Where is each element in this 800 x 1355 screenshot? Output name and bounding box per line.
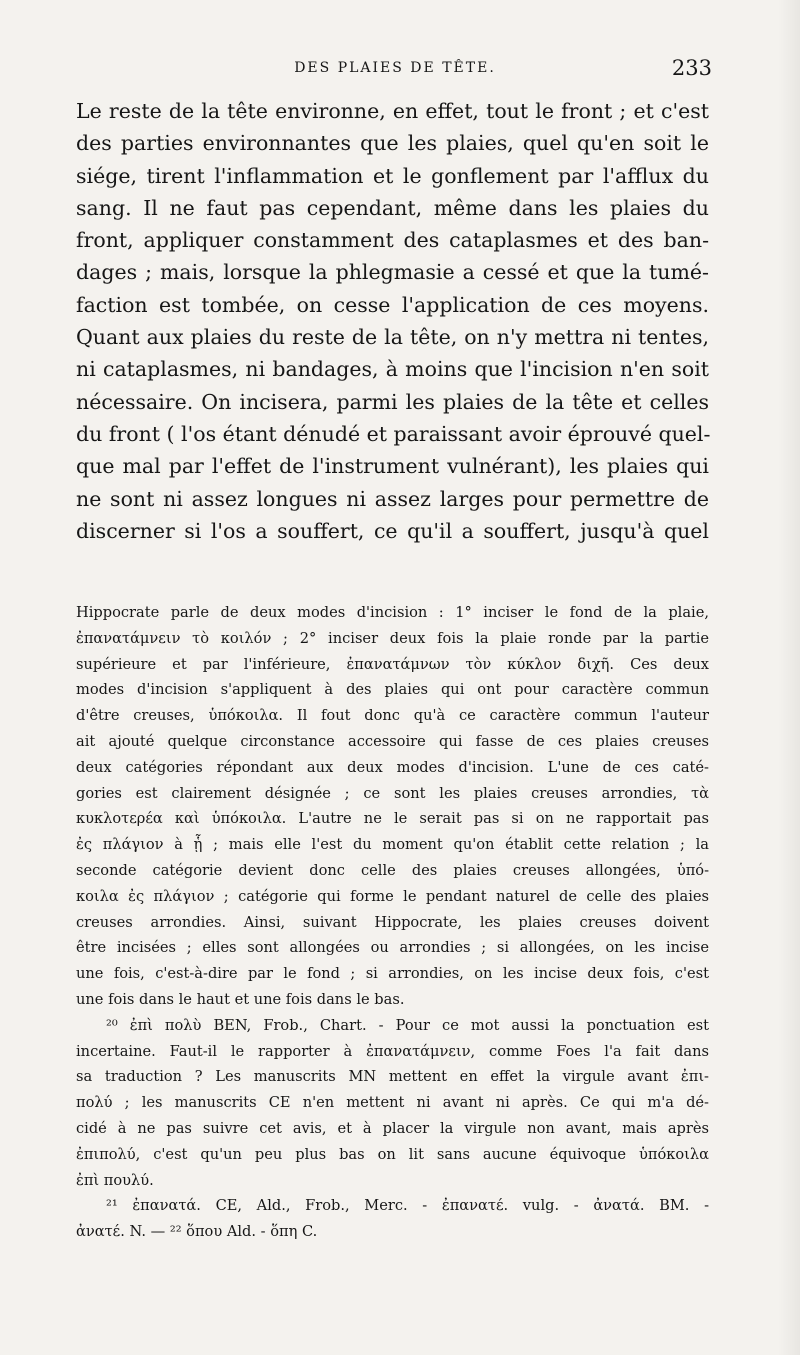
- text-line: faction est tombée, on cesse l'application de ces moyens.: [76, 292, 709, 317]
- note-line: une fois dans le haut et une fois dans le bas.: [76, 990, 405, 1008]
- note-line: seconde catégorie devient donc celle des plaies creuses allongées, ὑπό-: [76, 861, 709, 879]
- text-line: nécessaire. On incisera, parmi les plaies de la tête et celles: [76, 389, 709, 414]
- note-line: cidé à ne pas suivre cet avis, et à placer la virgule non avant, mais après: [76, 1119, 709, 1137]
- note-line: κοιλα ἐς πλάγιον ; catégorie qui forme le pendant naturel de celle des plaies: [76, 887, 709, 905]
- text-line: du front ( l'os étant dénudé et paraissant avoir éprouvé quel-: [76, 421, 711, 446]
- note-line: supérieure et par l'inférieure, ἐπανατάμνων τὸν κύκλον διχῆ. Ces deux: [76, 655, 709, 673]
- text-line: discerner si l'os a souffert, ce qu'il a souffert, jusqu'à quel: [76, 518, 709, 543]
- text-line: siége, tirent l'inflammation et le gonflement par l'afflux du: [76, 163, 709, 188]
- note-line: ²¹ ἐπανατά. CE, Ald., Frob., Merc. - ἐπανατέ. vulg. - ἀνατά. BM. -: [106, 1197, 709, 1215]
- running-head: DES PLAIES DE TÊTE.: [294, 60, 496, 76]
- text-line: ni cataplasmes, ni bandages, à moins que l'incision n'en soit: [76, 357, 709, 382]
- note-line: ἐς πλάγιον à ᾗ ; mais elle l'est du moment qu'on établit cette relation ; la: [76, 836, 709, 854]
- text-line: Le reste de la tête environne, en effet, tout le front ; et c'est: [76, 99, 709, 123]
- note-line: creuses arrondies. Ainsi, suivant Hippocrate, les plaies creuses doivent: [76, 913, 709, 931]
- text-line: ne sont ni assez longues ni assez larges pour permettre de: [76, 486, 709, 511]
- page-edge-shadow: [778, 0, 800, 1355]
- note-line: ἐπιπολύ, c'est qu'un peu plus bas on lit sans aucune équivoque ὑπόκοιλα: [76, 1145, 709, 1163]
- text-line: sang. Il ne faut pas cependant, même dans les plaies du: [76, 195, 709, 220]
- note-line: ἐπὶ πουλύ.: [76, 1171, 154, 1189]
- page-header: [78, 56, 712, 86]
- text-line: des parties environnantes que les plaies, quel qu'en soit le: [76, 131, 709, 156]
- text-line: dages ; mais, lorsque la phlegmasie a cessé et que la tumé-: [76, 260, 709, 285]
- note-line: d'être creuses, ὑπόκοιλα. Il fout donc qu'à ce caractère commun l'auteur: [76, 707, 709, 725]
- note-line: être incisées ; elles sont allongées ou arrondies ; si allongées, on les incise: [76, 939, 709, 957]
- text-line: front, appliquer constamment des cataplasmes et des ban-: [76, 228, 709, 253]
- note-line: deux catégories répondant aux deux modes d'incision. L'une de ces caté-: [76, 758, 709, 776]
- note-line: πολύ ; les manuscrits CE n'en mettent ni avant ni après. Ce qui m'a dé-: [76, 1094, 709, 1112]
- note-line: ἀνατέ. N. — ²² ὅπου Ald. - ὅπη C.: [76, 1223, 318, 1241]
- note-line: κυκλοτερέα καὶ ὑπόκοιλα. L'autre ne le serait pas si on ne rapportait pas: [76, 810, 709, 828]
- text-line: Quant aux plaies du reste de la tête, on n'y mettra ni tentes,: [76, 325, 709, 350]
- page-number: 233: [671, 56, 712, 80]
- main-text: [76, 95, 709, 547]
- note-line: gories est clairement désignée ; ce sont les plaies creuses arrondies, τὰ: [76, 784, 709, 802]
- note-line: Hippocrate parle de deux modes d'incision : 1° inciser le fond de la plaie,: [76, 604, 709, 621]
- note-line: modes d'incision s'appliquent à des plaies qui ont pour caractère commun: [76, 681, 709, 699]
- note-line: ait ajouté quelque circonstance accessoire qui fasse de ces plaies creuses: [76, 732, 709, 750]
- note-line: sa traduction ? Les manuscrits MN mettent en effet la virgule avant ἐπι-: [76, 1068, 709, 1086]
- note-line: ²⁰ ἐπὶ πολὺ BEN, Frob., Chart. - Pour ce mot aussi la ponctuation est: [106, 1016, 709, 1034]
- text-line: que mal par l'effet de l'instrument vulnérant), les plaies qui: [76, 454, 709, 479]
- footnotes: [76, 600, 709, 1245]
- note-line: incertaine. Faut-il le rapporter à ἐπανατάμνειν, comme Foes l'a fait dans: [76, 1042, 709, 1060]
- note-line: ἐπανατάμνειν τὸ κοιλόν ; 2° inciser deux fois la plaie ronde par la partie: [76, 629, 709, 647]
- note-line: une fois, c'est-à-dire par le fond ; si arrondies, on les incise deux fois, c'est: [76, 965, 709, 983]
